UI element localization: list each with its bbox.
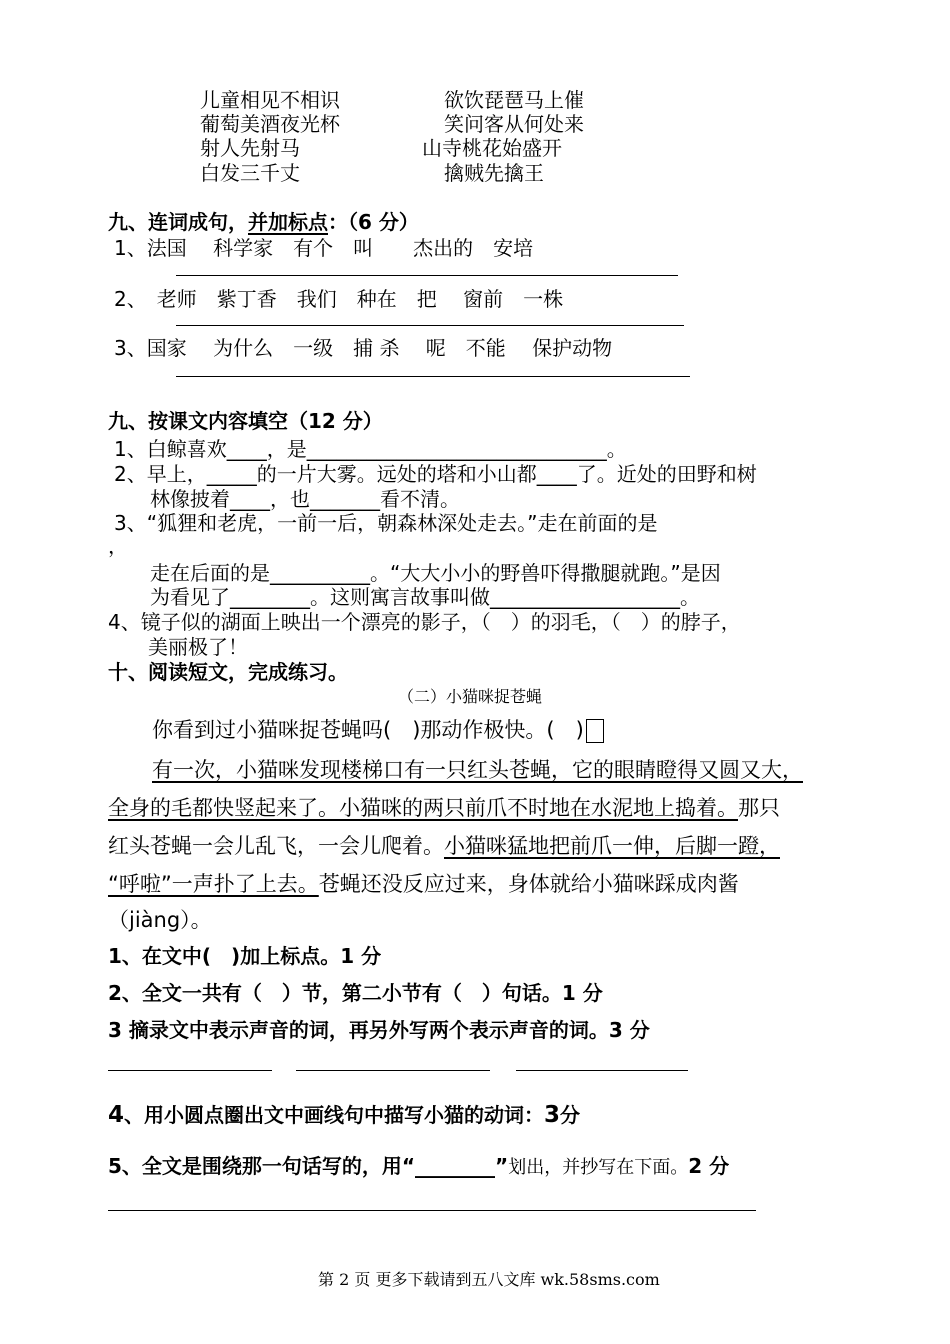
section-9a-title-underlined: 并加标点	[248, 210, 328, 234]
section-9a-item-2: 2、 老师 紫丁香 我们 种在 把 窗前 一株	[114, 287, 564, 311]
story-p2-line-2	[108, 792, 780, 822]
poem-right-3: 山寺桃花始盛开	[422, 136, 562, 160]
question-5-b: 划出，并抄写在下面。	[508, 1157, 689, 1178]
question-3: 3 摘录文中表示声音的词，再另外写两个表示声音的词。3 分	[108, 1018, 650, 1042]
question-2: 2、全文一共有（ ）节，第二小节有（ ）句话。1 分	[108, 981, 603, 1005]
poem-left-3: 射人先射马	[200, 136, 300, 160]
poem-left-1: 儿童相见不相识	[200, 88, 340, 112]
story-p2-line-2-underlined: 全身的毛都快竖起来了。小猫咪的两只前爪不时地在水泥地上捣着。	[108, 796, 738, 820]
story-paragraph-1	[152, 714, 604, 744]
answer-line-9a-1[interactable]	[176, 275, 678, 276]
question-5-a: 5、全文是围绕那一句话写的，用“________”	[108, 1154, 509, 1178]
question-4-text: 、用小圆点圈出文中画线句中描写小猫的动词：	[124, 1103, 545, 1127]
answer-line-q3-2[interactable]	[296, 1070, 490, 1071]
page-footer: 第 2 页 更多下载请到五八文库 wk.58sms.com	[318, 1270, 660, 1289]
poem-right-1: 欲饮琵琶马上催	[444, 88, 584, 112]
fill-line-4: 3、“狐狸和老虎，一前一后，朝森林深处走去。”走在前面的是	[114, 511, 658, 535]
answer-line-9a-3[interactable]	[176, 376, 690, 377]
poem-right-4: 擒贼先擒王	[444, 161, 544, 185]
question-4	[108, 1099, 580, 1128]
question-5	[108, 1150, 729, 1179]
story-p1-text: 你看到过小猫咪捉苍蝇吗( )那动作极快。( )	[152, 718, 584, 742]
poem-left-4: 白发三千丈	[200, 161, 300, 185]
question-5-c: 2 分	[688, 1154, 730, 1178]
fill-line-3: 林像披着____，也_______看不清。	[150, 487, 460, 511]
section-9a-title-suffix: ：（6 分）	[328, 210, 419, 234]
story-p2-line-2-rest: 那只	[738, 796, 780, 820]
answer-line-q5[interactable]	[108, 1210, 756, 1211]
poem-left-2: 葡萄美酒夜光杯	[200, 112, 340, 136]
fill-line-1: 1、白鲸喜欢____，是______________________________。	[114, 437, 627, 461]
question-4-number: 4	[108, 1102, 125, 1128]
fill-line-6: 走在后面的是__________。“大大小小的野兽吓得撒腿就跑。”是因	[150, 561, 721, 585]
checkbox-icon[interactable]	[586, 719, 604, 743]
story-p2-line-4-underlined: “呼啦”一声扑了上去。	[108, 872, 319, 896]
story-p2-line-3-a: 红头苍蝇一会儿乱飞，一会儿爬着。	[108, 834, 444, 858]
answer-line-q3-1[interactable]	[108, 1070, 272, 1071]
fill-line-2: 2、早上，_____的一片大雾。远处的塔和小山都____了。近处的田野和树	[114, 462, 757, 486]
question-1: 1、在文中( )加上标点。1 分	[108, 944, 382, 968]
story-p2-line-4-rest: 苍蝇还没反应过来，身体就给小猫咪踩成肉酱	[318, 872, 739, 896]
story-p2-line-3-underlined: 小猫咪猛地把前爪一伸，后脚一蹬，	[444, 834, 780, 858]
story-p2-line-3	[108, 830, 780, 860]
question-4-score: 3	[544, 1102, 561, 1128]
fill-line-9: 美丽极了！	[148, 635, 248, 659]
story-p2-line-1: 有一次，小猫咪发现楼梯口有一只红头苍蝇，它的眼睛瞪得又圆又大，	[152, 758, 803, 782]
fill-line-7: 为看见了________。这则寓言故事叫做___________________。	[150, 585, 700, 609]
section-9a-title	[108, 206, 419, 235]
answer-line-q3-3[interactable]	[516, 1070, 688, 1071]
answer-line-9a-2[interactable]	[176, 325, 684, 326]
story-title: （二）小猫咪捉苍蝇	[398, 687, 543, 706]
poem-right-2: 笑问客从何处来	[444, 112, 584, 136]
section-9a-item-1: 1、法国 科学家 有个 叫 杰出的 安培	[114, 236, 534, 260]
story-p2-line-5: （jiàng）。	[108, 908, 212, 932]
story-p2-line-4	[108, 868, 739, 898]
question-4-unit: 分	[560, 1103, 581, 1127]
section-9b-title: 九、按课文内容填空（12 分）	[108, 409, 383, 433]
fill-line-5: ，	[108, 534, 128, 558]
fill-line-8: 4、镜子似的湖面上映出一个漂亮的影子，（ ）的羽毛，（ ）的脖子，	[108, 610, 741, 634]
section-10-title: 十、阅读短文，完成练习。	[108, 660, 348, 684]
section-9a-title-prefix: 九、连词成句，	[108, 210, 248, 234]
section-9a-item-3: 3、国家 为什么 一级 捕 杀 呢 不能 保护动物	[114, 336, 613, 360]
